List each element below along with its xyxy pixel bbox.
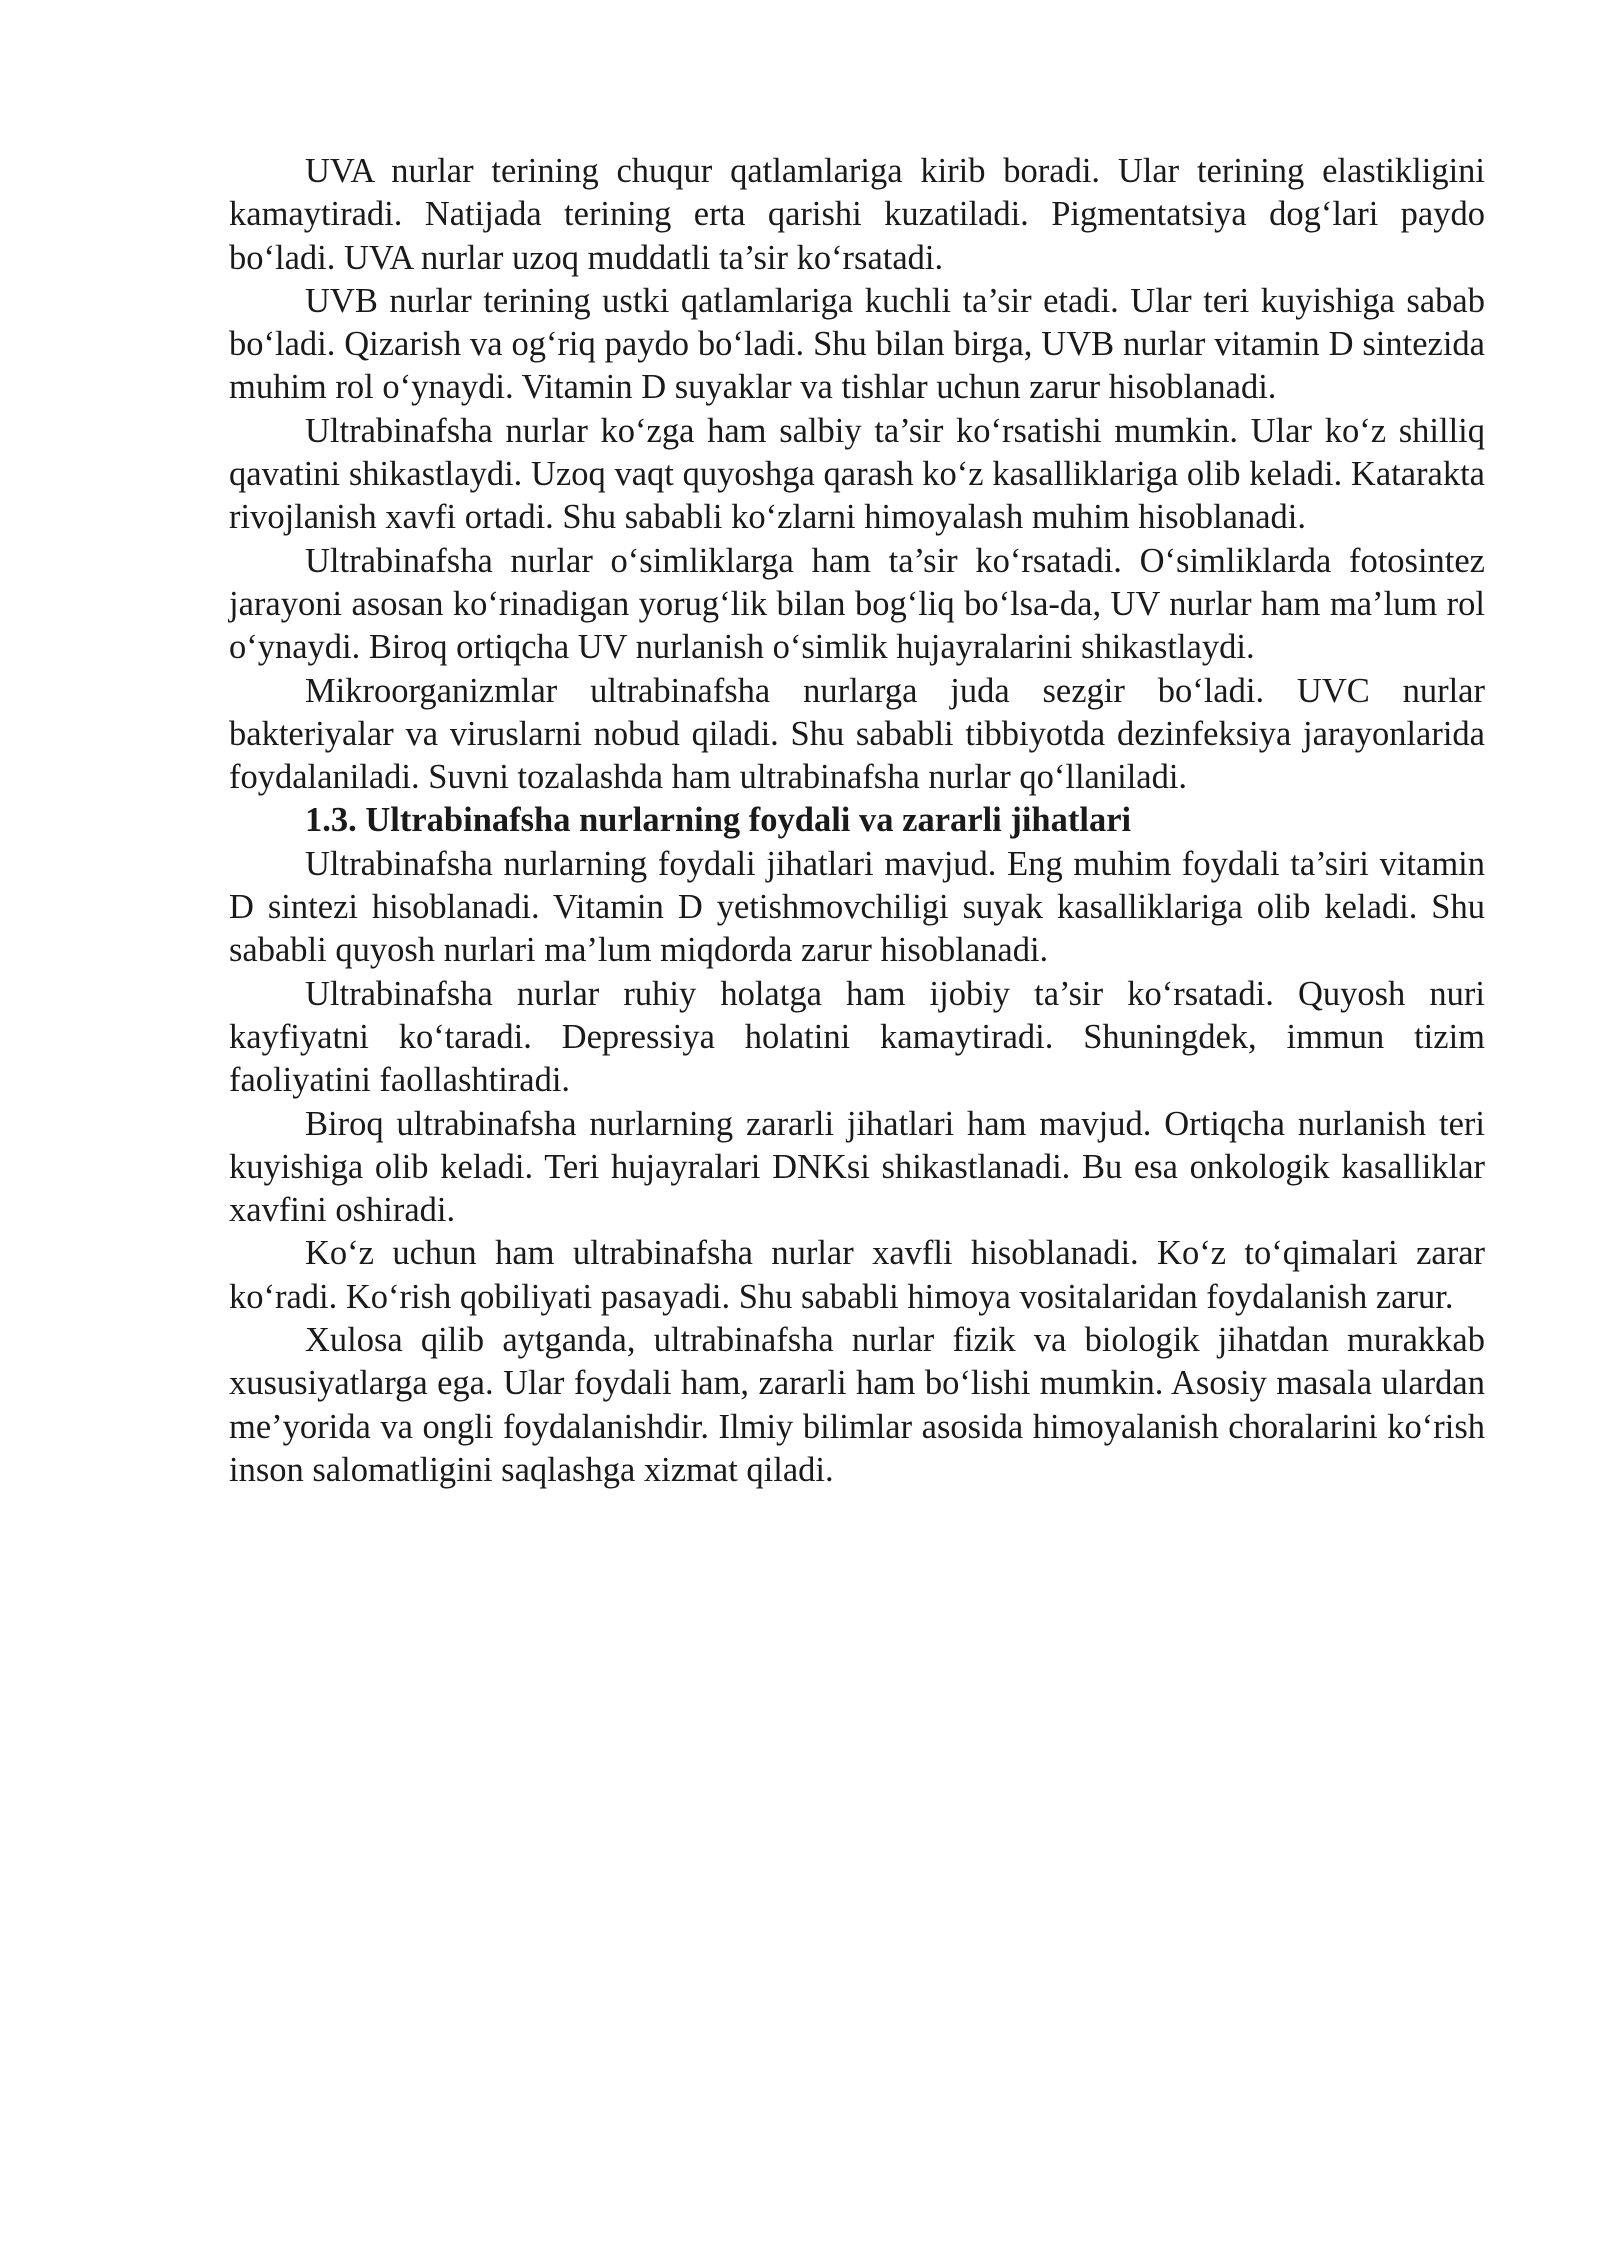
paragraph-eyes: Ultrabinafsha nurlar ko‘zga ham salbiy ta’sir ko‘rsatishi mumkin. Ular ko‘z shilliq qavatini shikastlaydi. Uzoq vaqt quyoshga qarash ko‘z kasalliklariga olib keladi. Katarakta rivojlanish xavfi ortadi. Shu sababli ko‘zlarni himoyalash muhim hisoblanadi. <box>229 411 1485 537</box>
paragraph-eye-risk: Ko‘z uchun ham ultrabinafsha nurlar xavfli hisoblanadi. Ko‘z to‘qimalari zarar ko‘radi. Ko‘rish qobiliyati pasayadi. Shu sababli himoya vositalaridan foydalanish zarur. <box>229 1234 1485 1316</box>
paragraph-benefits: Ultrabinafsha nurlarning foydali jihatlari mavjud. Eng muhim foydali ta’siri vitamin D sintezi hisoblanadi. Vitamin D yetishmovchiligi suyak kasalliklariga olib keladi. Shu sababli quyosh nurlari ma’lum miqdorda zarur hisoblanadi. <box>229 844 1485 970</box>
section-heading: 1.3. Ultrabinafsha nurlarning foydali va zararli jihatlari <box>305 801 1132 840</box>
paragraph-conclusion: Xulosa qilib aytganda, ultrabinafsha nurlar fizik va biologik jihatdan murakkab xususiyatlarga ega. Ular foydali ham, zararli ham bo‘lishi mumkin. Asosiy masala ulardan me’yorida va ongli foydalanishdir. Ilmiy bilimlar asosida himoyalanish choralarini ko‘rish inson salomatligini saqlashga xizmat qiladi. <box>229 1321 1485 1489</box>
paragraph-harms: Biroq ultrabinafsha nurlarning zararli jihatlari ham mavjud. Ortiqcha nurlanish teri kuyishiga olib keladi. Teri hujayralari DNKsi shikastlanadi. Bu esa onkologik kasalliklar xavfini oshiradi. <box>229 1104 1485 1230</box>
paragraph-microorganisms: Mikroorganizmlar ultrabinafsha nurlarga juda sezgir bo‘ladi. UVC nurlar bakteriyalar va viruslarni nobud qiladi. Shu sababli tibbiyotda dezinfeksiya jarayonlarida foydalaniladi. Suvni tozalashda ham ultrabinafsha nurlar qo‘llaniladi. <box>229 671 1485 797</box>
paragraph-mood: Ultrabinafsha nurlar ruhiy holatga ham ijobiy ta’sir ko‘rsatadi. Quyosh nuri kayfiyatni ko‘taradi. Depressiya holatini kamaytiradi. Shuningdek, immun tizim faoliyatini faollashtiradi. <box>229 974 1485 1100</box>
paragraph-plants: Ultrabinafsha nurlar o‘simliklarga ham ta’sir ko‘rsatadi. O‘simliklarda fotosintez jarayoni asosan ko‘rinadigan yorug‘lik bilan bog‘liq bo‘lsa-da, UV nurlar ham ma’lum rol o‘ynaydi. Biroq ortiqcha UV nurlanish o‘simlik hujayralarini shikastlaydi. <box>229 541 1485 667</box>
paragraph-uva: UVA nurlar terining chuqur qatlamlariga kirib boradi. Ular terining elastikligini kamaytiradi. Natijada terining erta qarishi kuzatiladi. Pigmentatsiya dog‘lari paydo bo‘ladi. UVA nurlar uzoq muddatli ta’sir ko‘rsatadi. <box>229 152 1485 277</box>
paragraph-uvb: UVB nurlar terining ustki qatlamlariga kuchli ta’sir etadi. Ular teri kuyishiga sabab bo‘ladi. Qizarish va og‘riq paydo bo‘ladi. Shu bilan birga, UVB nurlar vitamin D sintezida muhim rol o‘ynaydi. Vitamin D suyaklar va tishlar uchun zarur hisoblanadi. <box>229 281 1485 407</box>
document-body <box>229 150 1485 1492</box>
